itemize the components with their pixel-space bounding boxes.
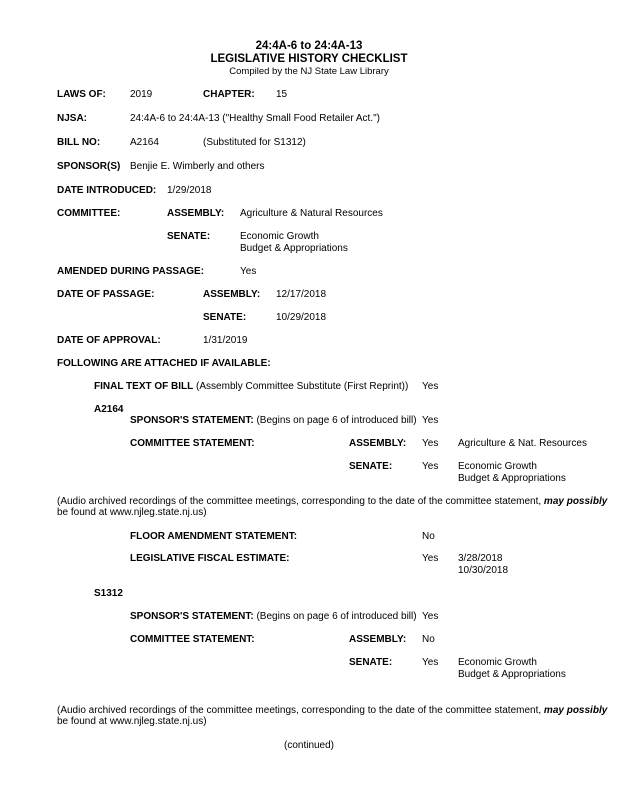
s1312-sponsor-row	[130, 611, 417, 623]
laws-of-label: LAWS OF:	[57, 89, 106, 100]
chapter-label: CHAPTER:	[203, 89, 255, 100]
date-introduced-value: 1/29/2018	[167, 185, 212, 196]
passage-senate-label: SENATE:	[203, 312, 247, 323]
njsa-label: NJSA:	[57, 113, 88, 124]
a2164-senate-committee-1: Economic Growth	[458, 461, 537, 472]
s1312-sponsor-label: SPONSOR'S STATEMENT:	[130, 611, 254, 622]
s1312-senate-committee-1: Economic Growth	[458, 657, 537, 668]
committee-senate-label: SENATE:	[167, 231, 211, 242]
audio-note-1-text: (Audio archived recordings of the committee meetings, corresponding to the date of the committee statement,	[57, 496, 544, 507]
a2164-assembly-committee: Agriculture & Nat. Resources	[458, 438, 587, 449]
amended-label: AMENDED DURING PASSAGE:	[57, 266, 205, 277]
final-text-note: (Assembly Committee Substitute (First Reprint))	[196, 381, 409, 392]
committee-assembly-value: Agriculture & Natural Resources	[240, 208, 383, 219]
bill-no-value: A2164	[130, 137, 159, 148]
a2164-senate-value: Yes	[422, 461, 439, 472]
doc-title-checklist: LEGISLATIVE HISTORY CHECKLIST	[210, 53, 408, 65]
a2164-floor-value: No	[422, 531, 435, 542]
continued-footer: (continued)	[283, 740, 335, 751]
sponsor-label: SPONSOR(S)	[57, 161, 121, 172]
committee-senate-value-2: Budget & Appropriations	[240, 243, 348, 254]
date-of-passage-label: DATE OF PASSAGE:	[57, 289, 155, 300]
a2164-assembly-value: Yes	[422, 438, 439, 449]
a2164-assembly-label: ASSEMBLY:	[349, 438, 407, 449]
s1312-assembly-value: No	[422, 634, 435, 645]
a2164-fiscal-date-2: 10/30/2018	[458, 565, 509, 576]
a2164-sponsor-note: (Begins on page 6 of introduced bill)	[256, 415, 417, 426]
audio-note-2-emphasis: may possibly	[543, 705, 608, 716]
s1312-sponsor-value: Yes	[422, 611, 439, 622]
chapter-value: 15	[276, 89, 288, 100]
doc-compiled-by: Compiled by the NJ State Law Library	[229, 66, 389, 77]
final-text-value: Yes	[422, 381, 439, 392]
passage-assembly-date: 12/17/2018	[276, 289, 327, 300]
s1312-sponsor-note: (Begins on page 6 of introduced bill)	[256, 611, 417, 622]
s1312-senate-label: SENATE:	[349, 657, 393, 668]
sponsor-value: Benjie E. Wimberly and others	[130, 161, 265, 172]
date-of-approval-label: DATE OF APPROVAL:	[57, 335, 161, 346]
a2164-senate-committee-2: Budget & Appropriations	[458, 473, 566, 484]
s1312-senate-committee-2: Budget & Appropriations	[458, 669, 566, 680]
a2164-sponsor-value: Yes	[422, 415, 439, 426]
date-of-approval-value: 1/31/2019	[203, 335, 248, 346]
passage-assembly-label: ASSEMBLY:	[203, 289, 261, 300]
s1312-assembly-label: ASSEMBLY:	[349, 634, 407, 645]
doc-title-nj-statute: 24:4A-6 to 24:4A-13	[255, 40, 363, 52]
committee-senate-value-1: Economic Growth	[240, 231, 319, 242]
a2164-fiscal-date-1: 3/28/2018	[458, 553, 503, 564]
passage-senate-date: 10/29/2018	[276, 312, 327, 323]
a2164-fiscal-label: LEGISLATIVE FISCAL ESTIMATE:	[130, 553, 290, 564]
s1312-committee-label: COMMITTEE STATEMENT:	[130, 634, 255, 645]
bill-no-label: BILL NO:	[57, 137, 101, 148]
attachments-heading: FOLLOWING ARE ATTACHED IF AVAILABLE:	[57, 358, 271, 369]
laws-of-value: 2019	[130, 89, 153, 100]
a2164-sponsor-row	[130, 415, 417, 427]
amended-value: Yes	[240, 266, 257, 277]
s1312-senate-value: Yes	[422, 657, 439, 668]
a2164-floor-label: FLOOR AMENDMENT STATEMENT:	[130, 531, 298, 542]
committee-label: COMMITTEE:	[57, 208, 121, 219]
a2164-fiscal-value: Yes	[422, 553, 439, 564]
a2164-sponsor-label: SPONSOR'S STATEMENT:	[130, 415, 254, 426]
audio-note-1-line-2: be found at www.njleg.state.nj.us)	[57, 507, 207, 518]
audio-note-1-emphasis: may possibly	[543, 496, 608, 507]
a2164-committee-label: COMMITTEE STATEMENT:	[130, 438, 255, 449]
audio-note-2-line-2: be found at www.njleg.state.nj.us)	[57, 716, 207, 727]
njsa-value: 24:4A-6 to 24:4A-13 ("Healthy Small Food Retailer Act.")	[130, 113, 380, 124]
final-text-label: FINAL TEXT OF BILL	[94, 381, 194, 392]
audio-note-2-text: (Audio archived recordings of the committee meetings, corresponding to the date of the committee statement,	[57, 705, 544, 716]
committee-assembly-label: ASSEMBLY:	[167, 208, 225, 219]
bill-no-note: (Substituted for S1312)	[203, 137, 306, 148]
date-introduced-label: DATE INTRODUCED:	[57, 185, 157, 196]
a2164-heading: A2164	[94, 404, 124, 415]
a2164-senate-label: SENATE:	[349, 461, 393, 472]
final-text-row	[94, 381, 408, 393]
s1312-heading: S1312	[94, 588, 123, 599]
